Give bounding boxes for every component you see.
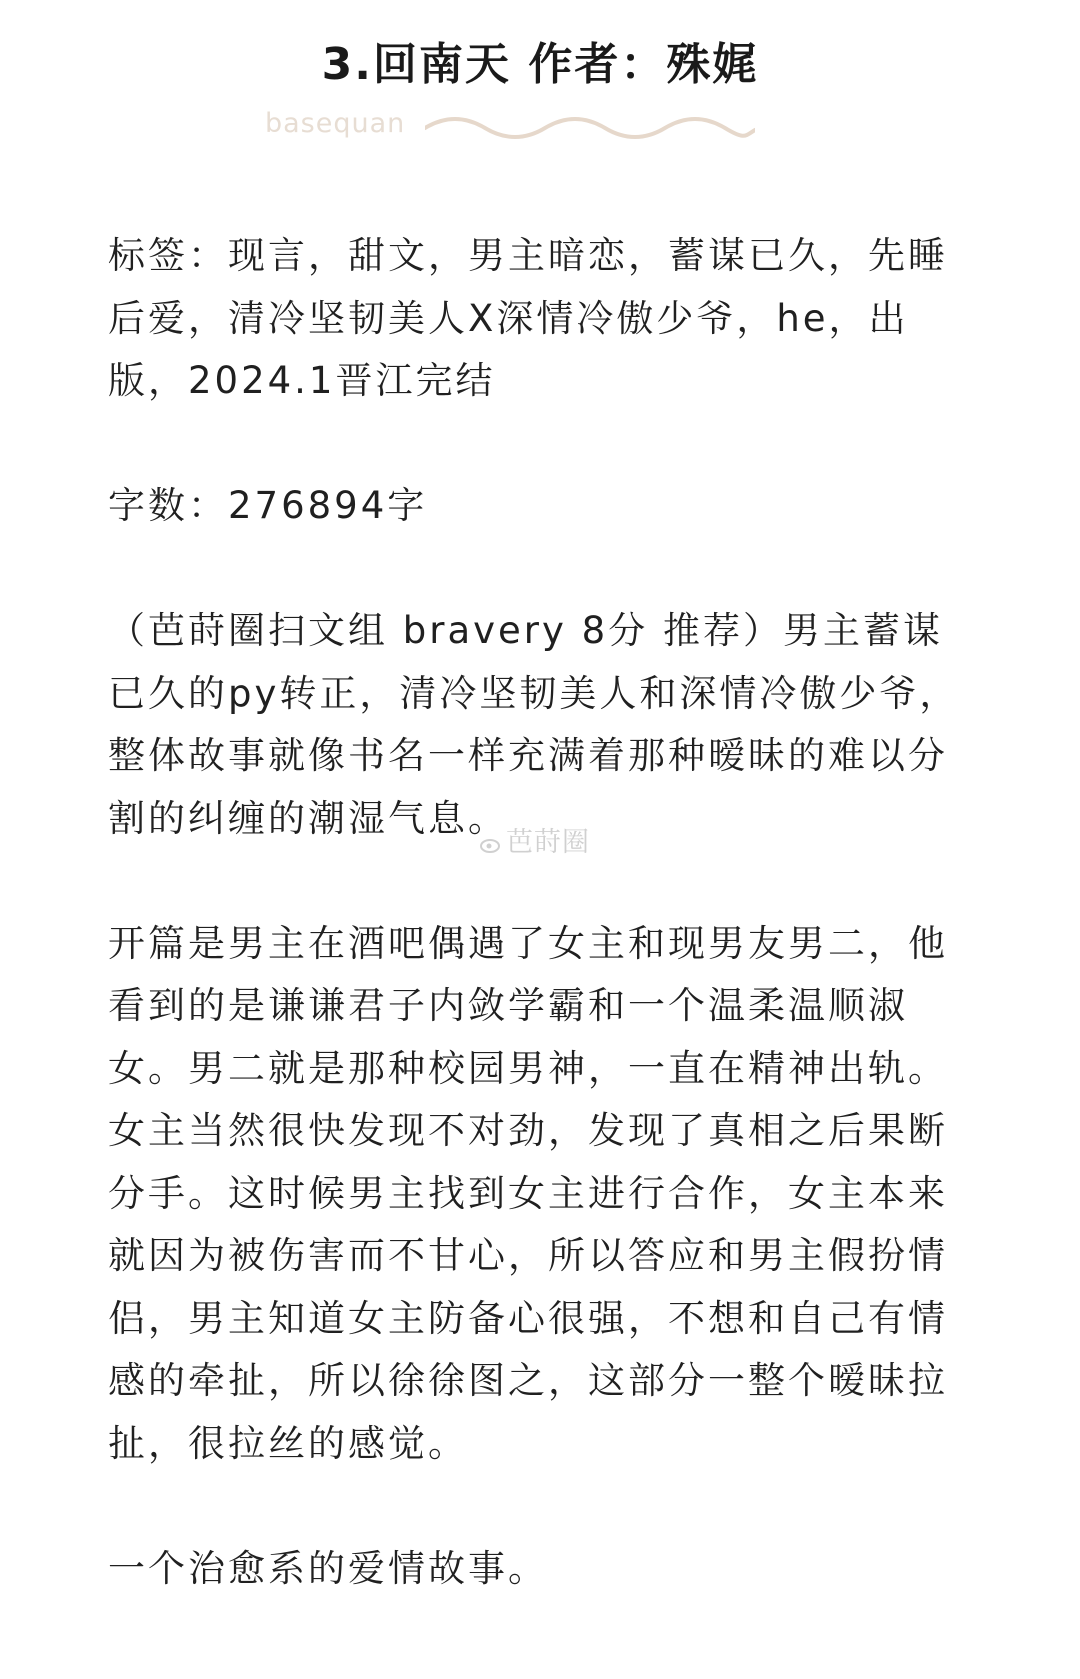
paragraph-spacer (108, 538, 968, 601)
review-paragraph: （芭莳圈扫文组 bravery 8分 推荐）男主蓄谋已久的py转正，清冷坚韧美人和深情冷傲少爷，整体故事就像书名一样充满着那种暧昧的难以分割的纠缠的潮湿气息。 (108, 609, 960, 840)
paragraph-spacer (108, 1475, 968, 1538)
page-title: 3.回南天 作者：殊娓 (321, 39, 759, 90)
tags-paragraph: 标签：现言，甜文，男主暗恋，蓄谋已久，先睡后爱，清冷坚韧美人X深情冷傲少爷，he，出版，2024.1晋江完结 (108, 234, 948, 402)
brand-divider (265, 108, 805, 152)
paragraph-spacer (108, 413, 968, 476)
wave-divider-icon (425, 114, 755, 144)
watermark (480, 820, 590, 859)
closing-paragraph: 一个治愈系的爱情故事。 (108, 1546, 548, 1590)
paragraph-spacer (108, 850, 968, 913)
brand-label: basequan (265, 108, 406, 139)
summary-paragraph: 开篇是男主在酒吧偶遇了女主和现男友男二，他看到的是谦谦君子内敛学霸和一个温柔温顺淑女。男二就是那种校园男神，一直在精神出轨。女主当然很快发现不对劲，发现了真相之后果断分手。这时候男主找到女主进行合作，女主本来就因为被伤害而不甘心，所以答应和男主假扮情侣，男主知道女主防备心很强，不想和自己有情感的牵扯，所以徐徐图之，这部分一整个暧昧拉扯，很拉丝的感觉。 (108, 921, 948, 1465)
article-body (108, 225, 968, 1600)
watermark-text: 芭莳圈 (506, 827, 590, 858)
weibo-icon (480, 835, 502, 853)
word-count-paragraph: 字数：276894字 (108, 484, 428, 527)
